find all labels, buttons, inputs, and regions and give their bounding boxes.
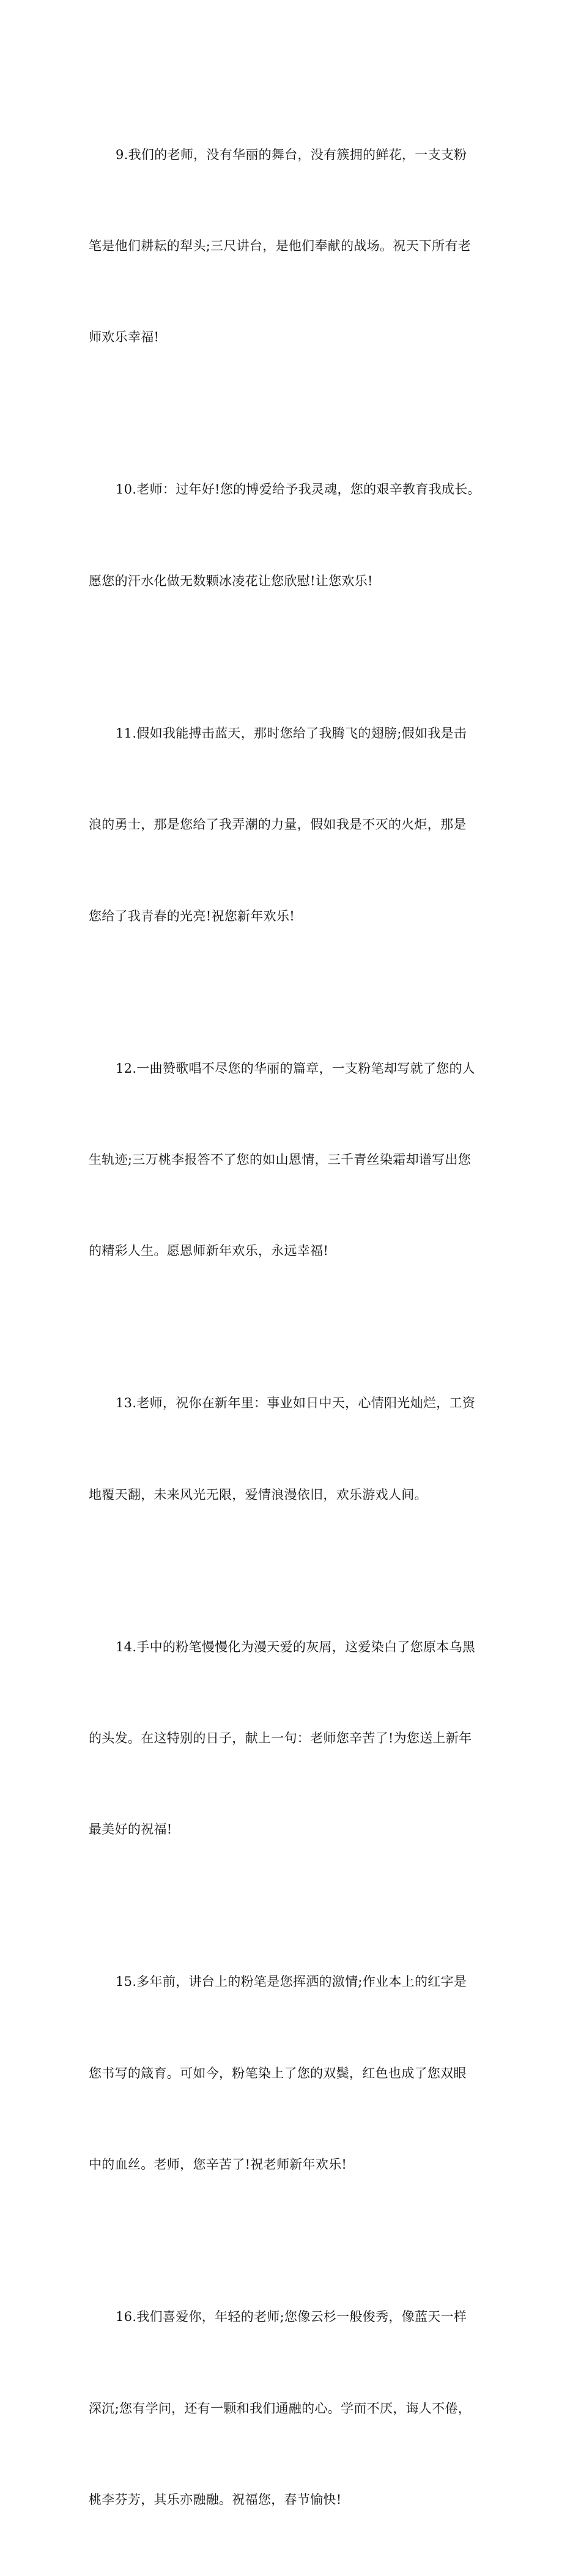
paragraph-line: 深沉;您有学问，还有一颗和我们通融的心。学而不厌，诲人不倦， xyxy=(89,2400,472,2416)
paragraph-line: 桃李芬芳，其乐亦融融。祝福您，春节愉快! xyxy=(89,2492,342,2507)
paragraph-10 xyxy=(89,414,494,657)
document-body xyxy=(89,79,494,2576)
paragraph-line: 的精彩人生。愿恩师新年欢乐，永远幸福! xyxy=(89,1243,329,1259)
paragraph-line: 最美好的祝福! xyxy=(89,1822,172,1837)
paragraph-9 xyxy=(89,79,494,414)
paragraph-14 xyxy=(89,1571,494,1906)
paragraph-line: 12.一曲赞歌唱不尽您的华丽的篇章，一支粉笔却写就了您的人 xyxy=(116,1060,476,1076)
paragraph-line: 14.手中的粉笔慢慢化为漫天爱的灰屑，这爱染白了您原本乌黑 xyxy=(116,1639,476,1654)
paragraph-line: 您书写的箴育。可如今，粉笔染上了您的双鬓，红色也成了您双眼 xyxy=(89,2065,467,2081)
paragraph-line: 10.老师：过年好!您的博爱给予我灵魂，您的艰辛教育我成长。 xyxy=(116,482,481,497)
paragraph-line: 的头发。在这特别的日子，献上一句：老师您辛苦了!为您送上新年 xyxy=(89,1731,472,1746)
paragraph-line: 11.假如我能搏击蓝天，那时您给了我腾飞的翅膀;假如我是击 xyxy=(116,725,467,741)
paragraph-line: 中的血丝。老师，您辛苦了!祝老师新年欢乐! xyxy=(89,2157,347,2172)
paragraph-line: 愿您的汗水化做无数颗冰凌花让您欣慰!让您欢乐! xyxy=(89,573,373,588)
paragraph-line: 浪的勇士，那是您给了我弄潮的力量，假如我是不灭的火炬，那是 xyxy=(89,817,467,832)
paragraph-line: 您给了我青春的光亮!祝您新年欢乐! xyxy=(89,908,295,923)
paragraph-line: 师欢乐幸福! xyxy=(89,330,160,345)
paragraph-line: 9.我们的老师，没有华丽的舞台，没有簇拥的鲜花，一支支粉 xyxy=(116,147,467,162)
paragraph-15 xyxy=(89,1906,494,2241)
paragraph-line: 15.多年前，讲台上的粉笔是您挥洒的激情;作业本上的红字是 xyxy=(116,1974,467,1989)
paragraph-line: 生轨迹;三万桃李报答不了您的如山恩情，三千青丝染霜却谱写出您 xyxy=(89,1152,472,1167)
paragraph-16 xyxy=(89,2241,494,2576)
paragraph-line: 13.老师，祝你在新年里：事业如日中天，心情阳光灿烂，工资 xyxy=(116,1396,476,1411)
paragraph-13 xyxy=(89,1328,494,1571)
paragraph-line: 笔是他们耕耘的犁头;三尺讲台，是他们奉献的战场。祝天下所有老 xyxy=(89,238,472,253)
paragraph-11 xyxy=(89,657,494,993)
paragraph-line: 地覆天翻，未来风光无限，爱情浪漫依旧，欢乐游戏人间。 xyxy=(89,1487,427,1502)
paragraph-line: 16.我们喜爱你，年轻的老师;您像云杉一般俊秀，像蓝天一样 xyxy=(116,2309,467,2325)
paragraph-12 xyxy=(89,993,494,1328)
